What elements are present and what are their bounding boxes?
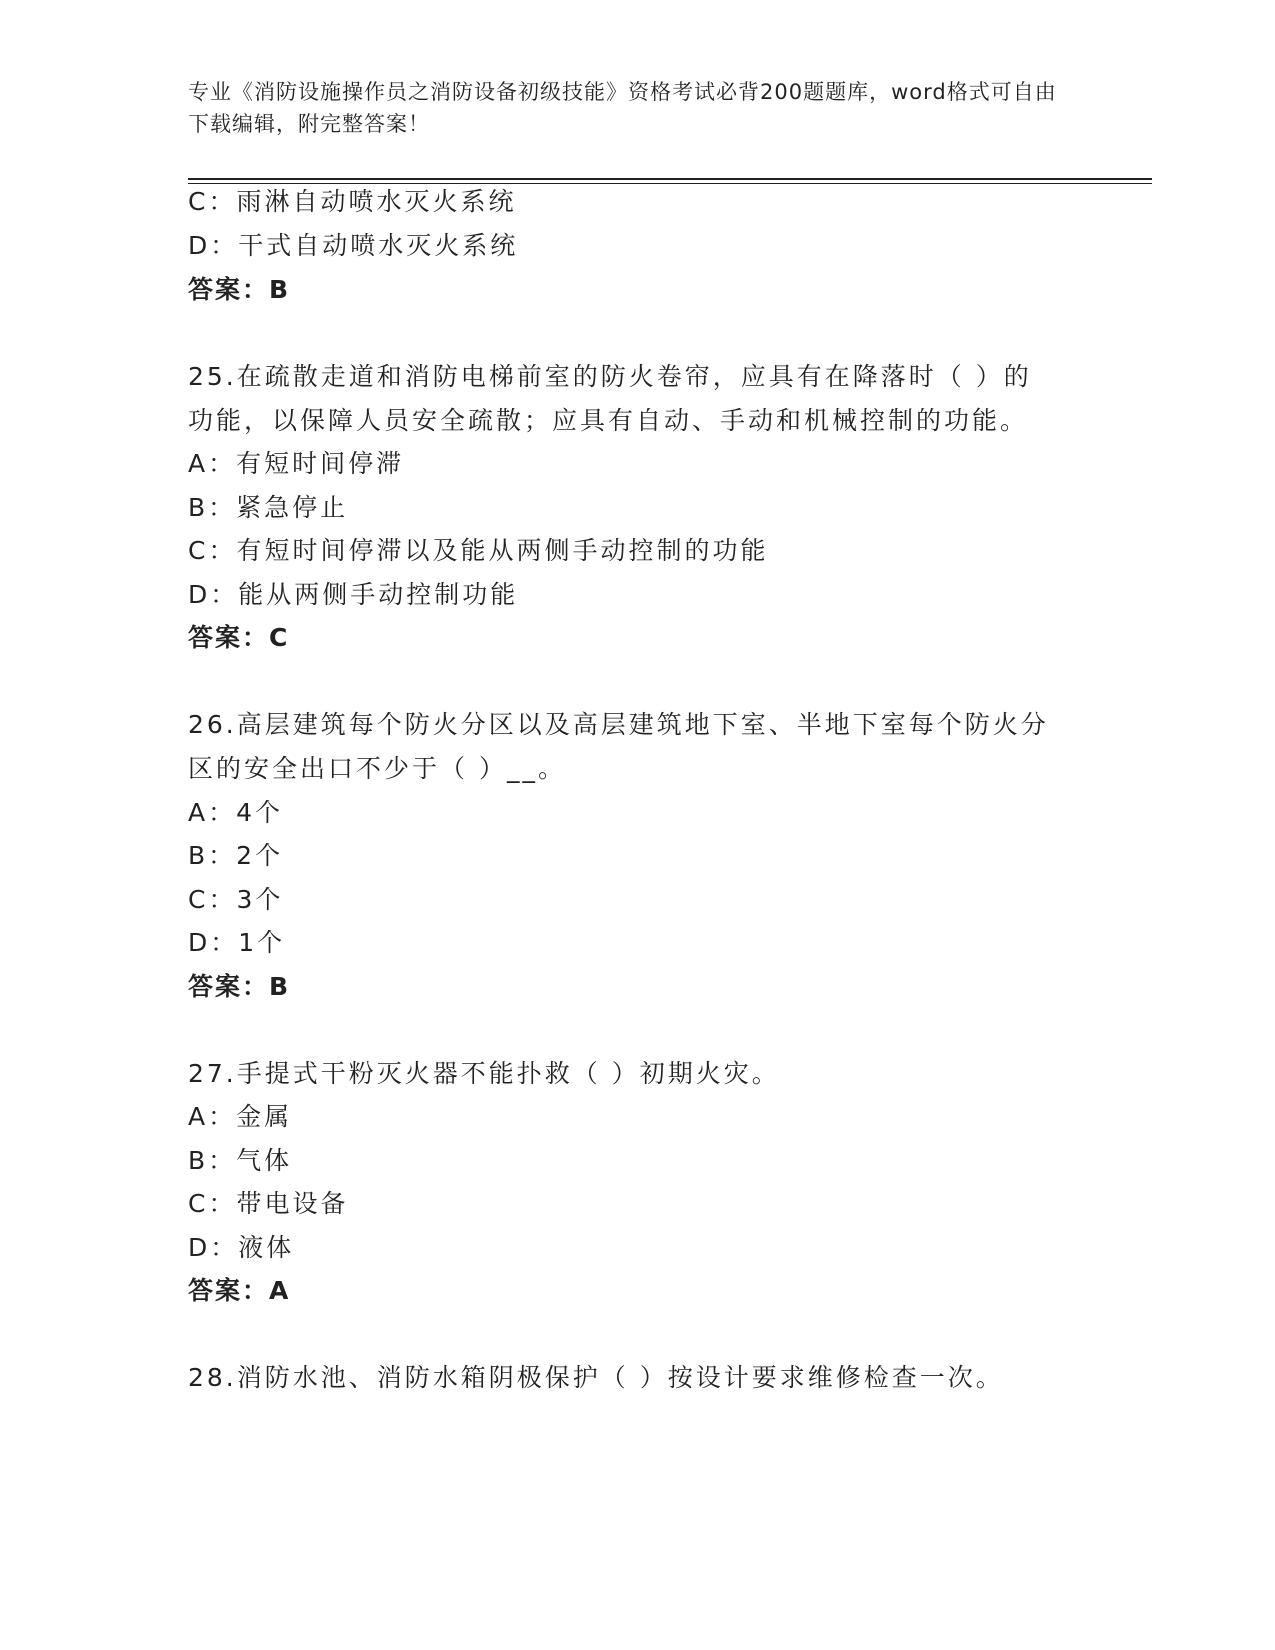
q27-stem-line1: 27.手提式干粉灭火器不能扑救（ ）初期火灾。 [188,1059,780,1088]
q26-stem-line1: 26.高层建筑每个防火分区以及高层建筑地下室、半地下室每个防火分 [188,710,1049,739]
q24-option-c: C：雨淋自动喷水灭火系统 [188,187,517,216]
q26-answer: 答案：B [188,972,291,1001]
q24-answer: 答案：B [188,275,291,304]
header-divider-thin [188,183,1152,184]
q26-stem-line2: 区的安全出口不少于（ ）__。 [188,754,566,783]
q25-stem-line1: 25.在疏散走道和消防电梯前室的防火卷帘，应具有在降落时（ ）的 [188,362,1032,391]
q27-option-b: B：气体 [188,1146,293,1175]
q24-option-d: D：干式自动喷水灭火系统 [188,231,519,260]
q27-option-c: C：带电设备 [188,1189,349,1218]
q25-option-b: B：紧急停止 [188,493,349,522]
q25-option-d: D：能从两侧手动控制功能 [188,580,519,609]
q25-option-a: A：有短时间停滞 [188,449,405,478]
q25-option-c: C：有短时间停滞以及能从两侧手动控制的功能 [188,536,769,565]
q26-option-b: B：2个 [188,841,284,870]
q27-option-a: A：金属 [188,1102,293,1131]
q25-answer: 答案：C [188,623,290,652]
q27-answer: 答案：A [188,1276,291,1305]
q26-option-c: C：3个 [188,885,284,914]
q26-option-d: D：1个 [188,928,286,957]
q25-stem-line2: 功能，以保障人员安全疏散；应具有自动、手动和机械控制的功能。 [188,406,1029,435]
header-divider [188,178,1152,180]
page-header-title: 专业《消防设施操作员之消防设备初级技能》资格考试必背200题题库，word格式可自由下载编辑，附完整答案！ [188,80,1057,136]
q26-option-a: A：4个 [188,798,284,827]
q28-stem-line1: 28.消防水池、消防水箱阴极保护（ ）按设计要求维修检查一次。 [188,1363,1004,1392]
q27-option-d: D：液体 [188,1233,295,1262]
